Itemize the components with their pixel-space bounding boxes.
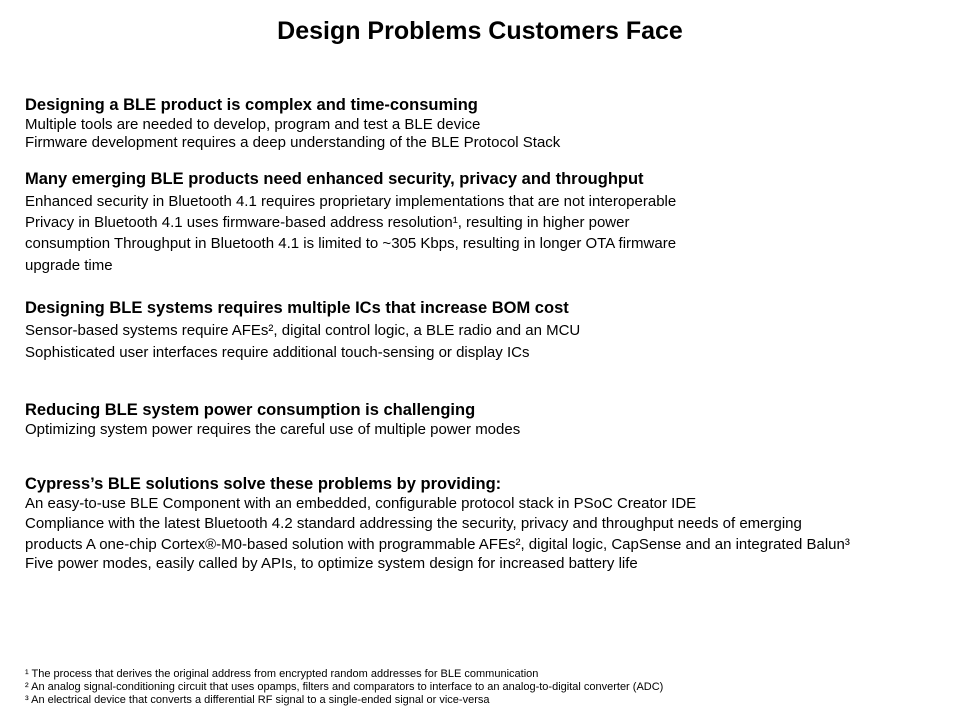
footnote: ¹ The process that derives the original address from encrypted random addresses for BLE communication [25,668,539,680]
bullet-text: Optimizing system power requires the careful use of multiple power modes [25,421,521,438]
bullet-text: Multiple tools are needed to develop, program and test a BLE device [25,116,481,133]
bullet-text: Enhanced security in Bluetooth 4.1 requires proprietary implementations that are not interoperable [25,193,677,210]
bullet-text: Five power modes, easily called by APIs, to optimize system design for increased battery life [25,555,638,572]
bullet-text: consumption Throughput in Bluetooth 4.1 is limited to ~305 Kbps, resulting in longer OTA firmware [25,235,677,252]
bullet-text: Sensor-based systems require AFEs², digital control logic, a BLE radio and an MCU [25,322,581,339]
bullet-text: An easy-to-use BLE Component with an embedded, configurable protocol stack in PSoC Creator IDE [25,495,697,512]
section-heading: Cypress’s BLE solutions solve these problems by providing: [25,475,502,493]
bullet-text: products A one-chip Cortex®-M0-based solution with programmable AFEs², digital logic, CapSense and an integrated Balun³ [25,536,850,553]
section-heading: Many emerging BLE products need enhanced security, privacy and throughput [25,170,644,188]
page-title: Design Problems Customers Face [277,17,683,45]
bullet-text: Privacy in Bluetooth 4.1 uses firmware-based address resolution¹, resulting in higher power [25,214,630,231]
bullet-text: upgrade time [25,257,113,274]
section-heading: Reducing BLE system power consumption is challenging [25,401,476,419]
section-heading: Designing a BLE product is complex and time-consuming [25,96,478,114]
footnote: ² An analog signal-conditioning circuit that uses opamps, filters and comparators to interface to an analog-to-digital converter (ADC) [25,681,664,693]
bullet-text: Sophisticated user interfaces require additional touch-sensing or display ICs [25,344,530,361]
bullet-text: Firmware development requires a deep understanding of the BLE Protocol Stack [25,134,561,151]
bullet-text: Compliance with the latest Bluetooth 4.2 standard addressing the security, privacy and throughput needs of emerging [25,515,802,532]
footnote: ³ An electrical device that converts a differential RF signal to a single-ended signal or vice-versa [25,694,490,706]
section-heading: Designing BLE systems requires multiple ICs that increase BOM cost [25,299,569,317]
